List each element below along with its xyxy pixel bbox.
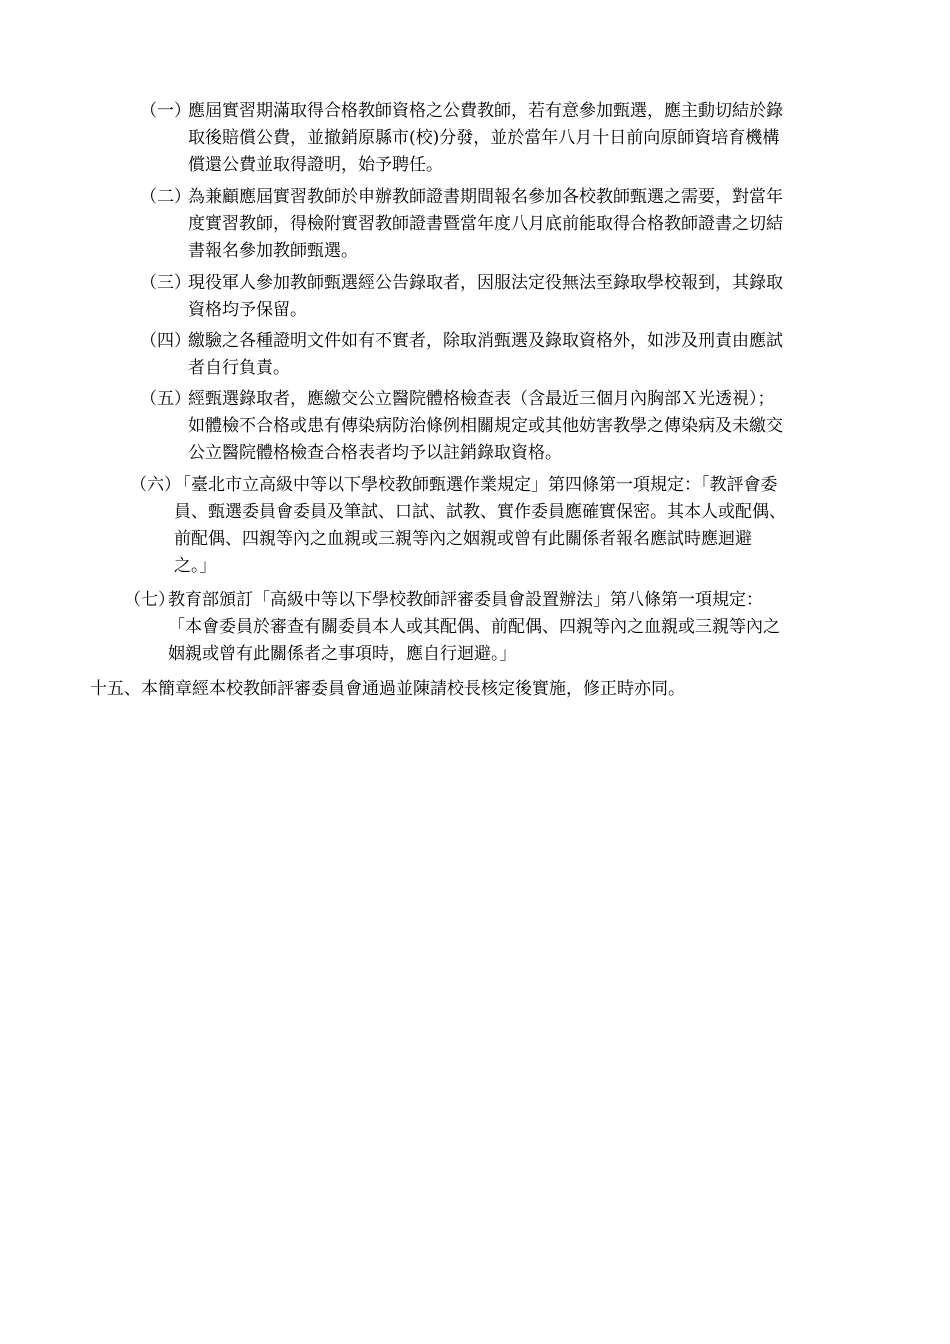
item-marker: （二） <box>140 187 191 207</box>
item-marker: （四） <box>140 331 191 351</box>
text-line: 如體檢不合格或患有傳染病防治條例相關規定或其他妨害教學之傳染病及未繳交 <box>188 416 783 436</box>
item-text <box>174 472 875 580</box>
text-line: 員、甄選委員會委員及筆試、口試、試教、實作委員應確實保密。其本人或配偶、 <box>174 502 786 522</box>
clause-item-1 <box>140 98 870 179</box>
item-text <box>188 184 870 265</box>
text-line: 取後賠償公費，並撤銷原縣市(校)分發，並於當年八月十日前向原師資培育機構 <box>188 128 780 148</box>
item-marker: （三） <box>140 273 191 293</box>
text-line: 資格均予保留。 <box>188 300 307 320</box>
item-marker: （六） <box>130 475 181 495</box>
clause-item-7 <box>124 587 874 668</box>
text-line: 償還公費並取得證明，始予聘任。 <box>188 155 443 175</box>
item-text <box>188 98 870 179</box>
text-line: 之。」 <box>174 556 217 576</box>
clause-item-6 <box>130 472 875 580</box>
item-text <box>168 587 874 668</box>
text-line: 度實習教師，得檢附實習教師證書暨當年度八月底前能取得合格教師證書之切結 <box>188 214 783 234</box>
text-line: 應屆實習期滿取得合格教師資格之公費教師，若有意參加甄選，應主動切結於錄 <box>188 101 783 121</box>
item-marker: （五） <box>140 389 191 409</box>
final-clause: 十五、本簡章經本校教師評審委員會通過並陳請校長核定後實施，修正時亦同。 <box>90 679 685 699</box>
item-text <box>188 270 870 324</box>
clause-item-3 <box>140 270 870 324</box>
text-line: 「臺北市立高級中等以下學校教師甄選作業規定」第四條第一項規定：「教評會委 <box>174 475 778 495</box>
text-line: 姻親或曾有此關係者之事項時，應自行迴避。」 <box>168 644 517 664</box>
item-text <box>188 386 870 467</box>
text-line: 經甄選錄取者，應繳交公立醫院體格檢查表（含最近三個月內胸部Ｘ光透視）； <box>188 389 775 409</box>
text-line: 為兼顧應屆實習教師於申辦教師證書期間報名參加各校教師甄選之需要，對當年 <box>188 187 783 207</box>
text-line: 「本會委員於審查有關委員本人或其配偶、前配偶、四親等內之血親或三親等內之 <box>168 617 780 637</box>
text-line: 書報名參加教師甄選。 <box>188 241 358 261</box>
clause-item-2 <box>140 184 870 265</box>
item-marker: （七） <box>124 590 175 610</box>
text-line: 現役軍人參加教師甄選經公告錄取者，因服法定役無法至錄取學校報到，其錄取 <box>188 273 783 293</box>
clause-item-4 <box>140 328 870 382</box>
item-marker: （一） <box>140 101 191 121</box>
text-line: 教育部頒訂「高級中等以下學校教師評審委員會設置辦法」第八條第一項規定： <box>168 590 763 610</box>
item-text <box>188 328 870 382</box>
clause-item-5 <box>140 386 870 467</box>
text-line: 公立醫院體格檢查合格表者均予以註銷錄取資格。 <box>188 443 562 463</box>
text-line: 前配偶、四親等內之血親或三親等內之姻親或曾有此關係者報名應試時應迴避 <box>174 529 752 549</box>
text-line: 者自行負責。 <box>188 358 290 378</box>
text-line: 繳驗之各種證明文件如有不實者，除取消甄選及錄取資格外，如涉及刑責由應試 <box>188 331 783 351</box>
